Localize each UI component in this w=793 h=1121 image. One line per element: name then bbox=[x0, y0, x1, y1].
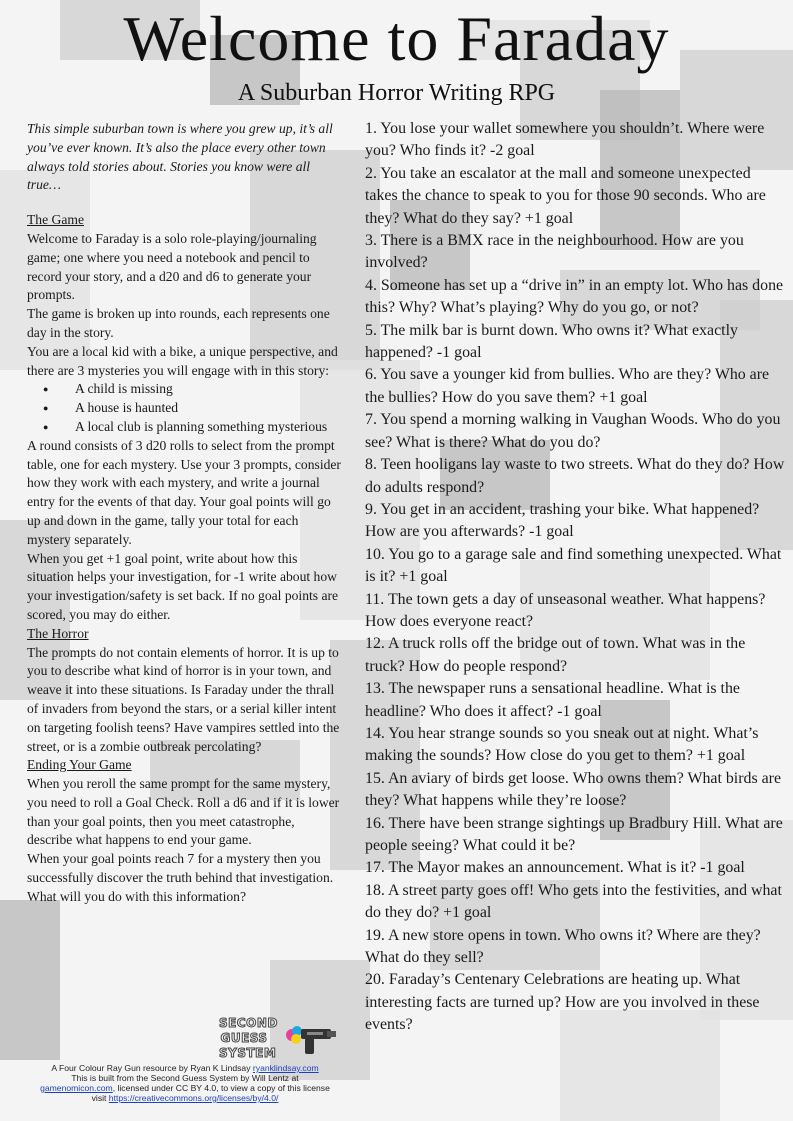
prompt-item: 12. A truck rolls off the bridge out of town. What was in the truck? How do people respond? bbox=[365, 635, 746, 675]
gamenomicon-link[interactable]: gamenomicon.com bbox=[40, 1083, 113, 1093]
prompt-item: 14. You hear strange sounds so you sneak out at night. What’s making the sounds? How close do you get to them? +1 goal bbox=[365, 724, 759, 765]
page-title: Welcome to Faraday bbox=[123, 3, 670, 74]
game-paragraph: A round consists of 3 d20 rolls to select from the prompt table, one for each mystery. Use your 3 prompts, consider how they work with each mystery, and write a journal entry for the events of that day. Your goal points will go up and down in the game, tally your total for each mystery separately. bbox=[27, 437, 341, 547]
prompt-item: 8. Teen hooligans lay waste to two streets. What do they do? How do adults respond? bbox=[365, 456, 785, 496]
prompt-item: 17. The Mayor makes an announcement. What is it? -1 goal bbox=[365, 859, 745, 877]
prompt-item: 16. There have been strange sightings up Bradbury Hill. What are people seeing? What could it be? bbox=[365, 814, 783, 854]
prompt-item: 1. You lose your wallet somewhere you shouldn’t. Where were you? Who finds it? -2 goal bbox=[365, 120, 765, 160]
mystery-item: ● A house is haunted bbox=[75, 399, 343, 418]
ending-paragraph: When you reroll the same prompt for the same mystery, you need to roll a Goal Check. Roll a d6 and if it is lower than your goal points, then you meet catastrophe, describe what happens to end your game. bbox=[27, 776, 340, 848]
mystery-item: ● A child is missing bbox=[75, 380, 343, 399]
heading-the-horror: The Horror bbox=[27, 625, 89, 641]
game-paragraph: Welcome to Faraday is a solo role-playing/journaling game; one where you need a notebook and pencil to record your story, and a d20 and d6 to generate your prompts. bbox=[27, 230, 317, 303]
prompt-item: 5. The milk bar is burnt down. Who owns it? What exactly happened? -1 goal bbox=[365, 321, 738, 362]
prompt-table bbox=[365, 118, 785, 1037]
credits-footer: A Four Colour Ray Gun resource by Ryan K Lindsay ryanklindsay.com This is built from the Second Guess System by Will Lentz at gamenomicon.com, licensed under CC BY 4.0, to view a copy of this license visit https://creativecommons.org/licenses/by/4.0/ bbox=[40, 1063, 330, 1103]
horror-paragraph: The prompts do not contain elements of horror. It is up to you to describe what kind of horror is in your town, and weave it into these situations. Is Faraday under the thrall of invaders from beyond the stars, or a serial killer intent on targeting foolish teens? Have vampires settled into the street, or is a zombie outbreak percolating? bbox=[27, 644, 340, 754]
heading-the-game: The Game bbox=[27, 212, 84, 228]
prompt-item: 4. Someone has set up a “drive in” in an empty lot. Who has done this? Why? What’s playing? Why do you go, or not? bbox=[365, 276, 784, 317]
prompt-item: 6. You save a younger kid from bullies. Who are they? Who are the bullies? How do you save them? +1 goal bbox=[365, 366, 770, 406]
rules-column bbox=[27, 120, 343, 907]
creative-commons-link[interactable]: https://creativecommons.org/licenses/by/4.0/ bbox=[108, 1093, 279, 1103]
prompt-item: 3. There is a BMX race in the neighbourhood. How are you involved? bbox=[365, 232, 744, 272]
second-guess-system-logo: SECOND GUESS SYSTEM bbox=[219, 1016, 278, 1060]
prompt-item: 11. The town gets a day of unseasonal weather. What happens? How does everyone react? bbox=[365, 590, 766, 630]
prompt-item: 19. A new store opens in town. Who owns it? Where are they? What do they sell? bbox=[365, 926, 761, 967]
intro-text: This simple suburban town is where you grew up, it’s all you’ve ever known. It’s also the place every other town always told stories about. Stories you know were all true… bbox=[27, 121, 333, 193]
ryanklindsay-link[interactable]: ryanklindsay.com bbox=[252, 1063, 319, 1073]
prompt-item: 15. An aviary of birds get loose. Who owns them? What birds are they? What happens while they’re loose? bbox=[365, 769, 782, 810]
mystery-list bbox=[27, 380, 343, 436]
prompt-item: 20. Faraday’s Centenary Celebrations are heating up. What interesting facts are turned up? How are you involved in these events? bbox=[365, 971, 760, 1034]
mystery-item: ● A local club is planning something mysterious bbox=[75, 418, 343, 437]
prompt-item: 10. You go to a garage sale and find something unexpected. What is it? +1 goal bbox=[365, 545, 782, 586]
prompt-item: 13. The newspaper runs a sensational headline. What is the headline? Who does it affect? -1 goal bbox=[365, 680, 740, 720]
heading-ending: Ending Your Game bbox=[27, 757, 132, 773]
ending-paragraph: When your goal points reach 7 for a mystery then you successfully discover the truth behind that investigation. What will you do with this information? bbox=[27, 851, 334, 904]
game-paragraph: The game is broken up into rounds, each represents one day in the story. bbox=[27, 306, 330, 340]
page-subtitle: A Suburban Horror Writing RPG bbox=[237, 80, 556, 106]
game-paragraph: When you get +1 goal point, write about how this situation helps your investigation, for -1 write about how your investigation/safety is set back. If no goal points are scored, you may do either. bbox=[27, 550, 339, 622]
ray-gun-logo-icon bbox=[283, 1020, 337, 1058]
prompt-item: 7. You spend a morning walking in Vaughan Woods. Who do you see? What is there? What do you do? bbox=[365, 411, 781, 451]
prompt-item: 9. You get in an accident, trashing your bike. What happened? How are you afterwards? -1 goal bbox=[365, 500, 760, 541]
prompt-item: 18. A street party goes off! Who gets into the festivities, and what do they do? +1 goal bbox=[365, 881, 782, 922]
game-paragraph: You are a local kid with a bike, a unique perspective, and there are 3 mysteries you will engage with in this story: bbox=[27, 343, 338, 378]
prompt-item: 2. You take an escalator at the mall and someone unexpected takes the chance to speak to you for those 90 seconds. Who are they? What do they say? +1 goal bbox=[365, 164, 766, 227]
